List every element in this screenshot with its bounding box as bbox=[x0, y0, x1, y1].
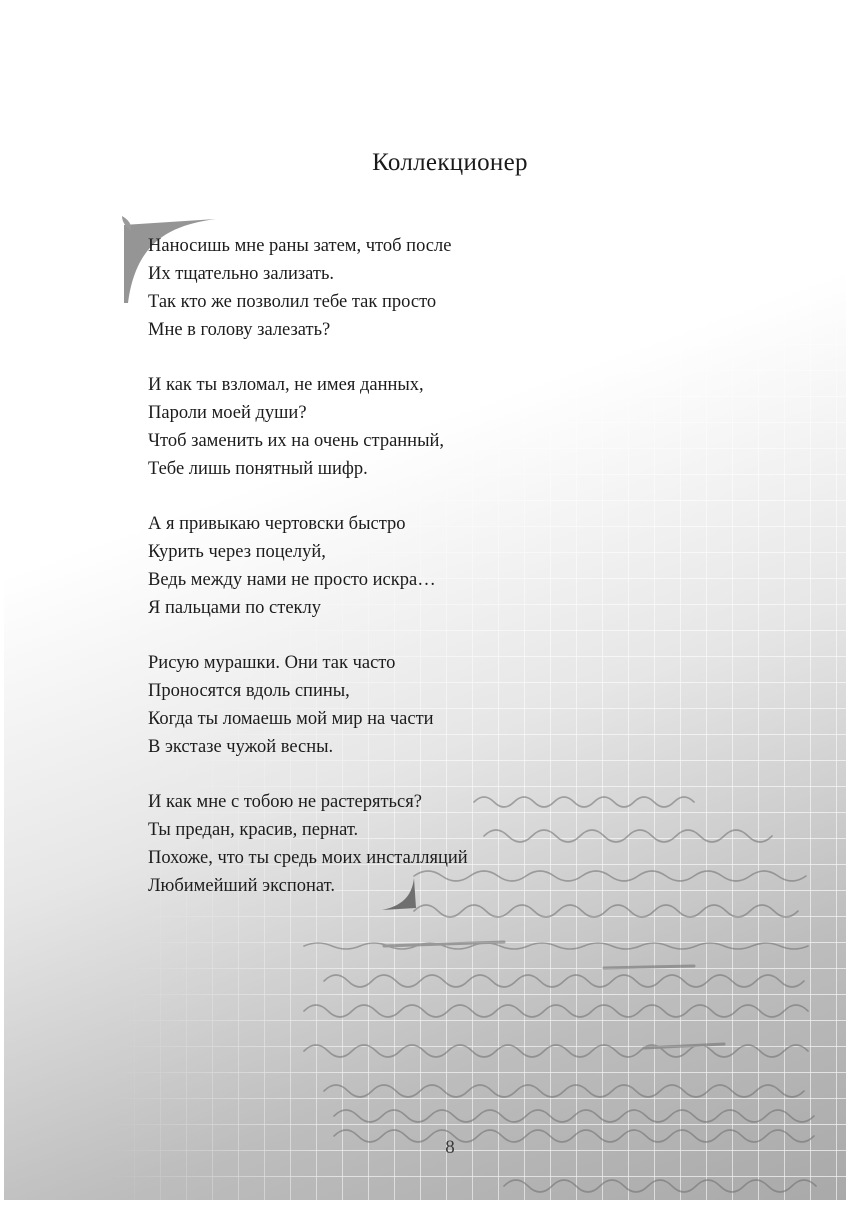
poem-line: Курить через поцелуй, bbox=[148, 542, 326, 562]
poem-line: Их тщательно зализать. bbox=[148, 264, 335, 284]
poem-line: Любимейший экспонат. bbox=[148, 876, 335, 896]
poem-line: Я пальцами по стеклу bbox=[148, 598, 322, 618]
poem-line: А я привыкаю чертовски быстро bbox=[148, 514, 406, 534]
poem-line: Ты предан, красив, пернат. bbox=[148, 820, 359, 840]
poem-line: В экстазе чужой весны. bbox=[148, 737, 334, 757]
poem-line: И как ты взломал, не имея данных, bbox=[148, 375, 424, 395]
stanza bbox=[148, 788, 468, 900]
poem-body bbox=[148, 232, 468, 927]
poem-title: Коллекционер bbox=[372, 149, 528, 176]
stanza bbox=[148, 371, 468, 483]
page-number: 8 bbox=[445, 1137, 455, 1158]
poem-line: Так кто же позволил тебе так просто bbox=[148, 292, 437, 312]
stanza bbox=[148, 232, 468, 344]
poem-line: Наносишь мне раны затем, чтоб после bbox=[148, 236, 452, 256]
poem-line: Когда ты ломаешь мой мир на части bbox=[148, 709, 434, 729]
poem-line: Похоже, что ты средь моих инсталляций bbox=[148, 848, 468, 868]
poem-line: Мне в голову залезать? bbox=[148, 320, 331, 340]
poem-line: Проносятся вдоль спины, bbox=[148, 681, 350, 701]
stanza bbox=[148, 510, 468, 622]
poem-line: Тебе лишь понятный шифр. bbox=[148, 459, 368, 479]
poem-line: Чтоб заменить их на очень странный, bbox=[148, 431, 445, 451]
poem-line: Пароли моей души? bbox=[148, 403, 307, 423]
poem-line: И как мне с тобою не растеряться? bbox=[148, 792, 422, 812]
poem-line: Ведь между нами не просто искра… bbox=[148, 570, 436, 590]
poem-line: Рисую мурашки. Они так часто bbox=[148, 653, 396, 673]
stanza bbox=[148, 649, 468, 761]
